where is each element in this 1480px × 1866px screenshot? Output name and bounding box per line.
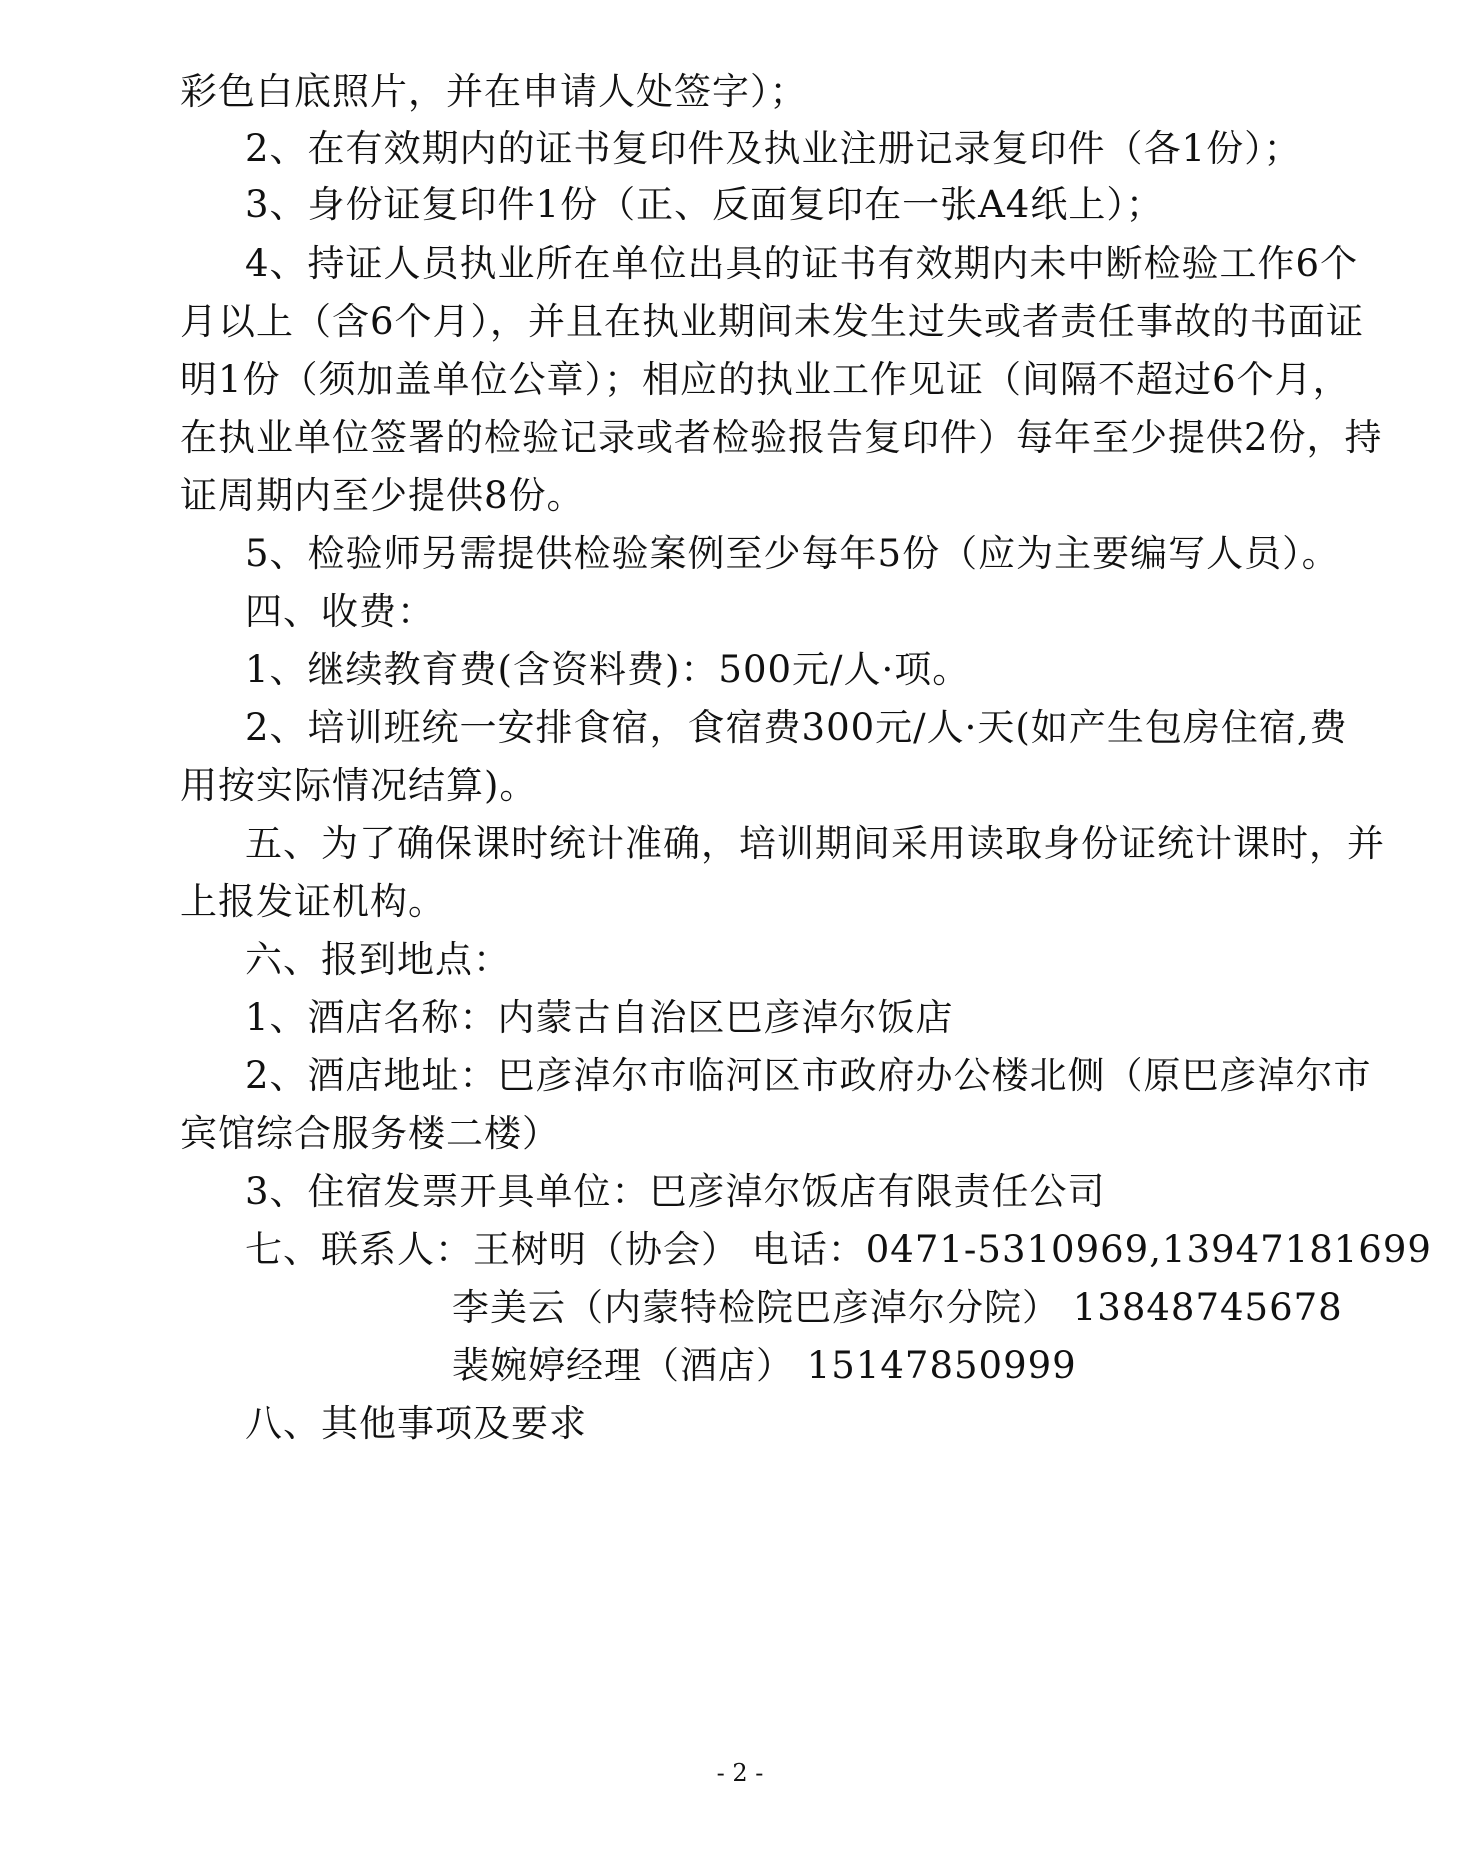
text-line: 证周期内至少提供8份。: [180, 474, 585, 517]
section-heading: 七、联系人：王树明（协会） 电话：0471-5310969,13947181699: [245, 1228, 1432, 1271]
text-line: 上报发证机构。: [180, 880, 446, 923]
text-line: 宾馆综合服务楼二楼）: [180, 1112, 560, 1155]
text-line: 用按实际情况结算)。: [180, 764, 538, 807]
section-heading: 五、为了确保课时统计准确，培训期间采用读取身份证统计课时，并: [245, 822, 1385, 865]
text-line: 2、培训班统一安排食宿，食宿费300元/人·天(如产生包房住宿,费: [245, 706, 1348, 749]
text-line: 月以上（含6个月），并且在执业期间未发生过失或者责任事故的书面证: [180, 300, 1365, 343]
text-line: 3、住宿发票开具单位：巴彦淖尔饭店有限责任公司: [245, 1170, 1106, 1213]
page-number: - 2 -: [716, 1759, 764, 1787]
text-line: 1、继续教育费(含资料费)：500元/人·项。: [245, 648, 971, 691]
text-line: 2、在有效期内的证书复印件及执业注册记录复印件（各1份）；: [245, 127, 1302, 170]
contact-line: 裴婉婷经理（酒店） 15147850999: [452, 1344, 1077, 1387]
text-line: 2、酒店地址：巴彦淖尔市临河区市政府办公楼北侧（原巴彦淖尔市: [245, 1054, 1372, 1097]
text-line: 3、身份证复印件1份（正、反面复印在一张A4纸上）；: [245, 183, 1164, 226]
text-line: 明1份（须加盖单位公章）；相应的执业工作见证（间隔不超过6个月，: [180, 358, 1351, 401]
text-line: 4、持证人员执业所在单位出具的证书有效期内未中断检验工作6个: [245, 242, 1359, 285]
text-line: 在执业单位签署的检验记录或者检验报告复印件）每年至少提供2份，持: [180, 416, 1383, 459]
text-line: 彩色白底照片，并在申请人处签字）；: [180, 70, 808, 113]
text-line: 5、检验师另需提供检验案例至少每年5份（应为主要编写人员）。: [245, 532, 1340, 575]
section-heading: 八、其他事项及要求: [245, 1402, 587, 1445]
section-heading: 四、收费：: [245, 590, 435, 633]
contact-line: 李美云（内蒙特检院巴彦淖尔分院） 13848745678: [452, 1286, 1343, 1329]
section-heading: 六、报到地点：: [245, 938, 511, 981]
text-line: 1、酒店名称：内蒙古自治区巴彦淖尔饭店: [245, 996, 954, 1039]
